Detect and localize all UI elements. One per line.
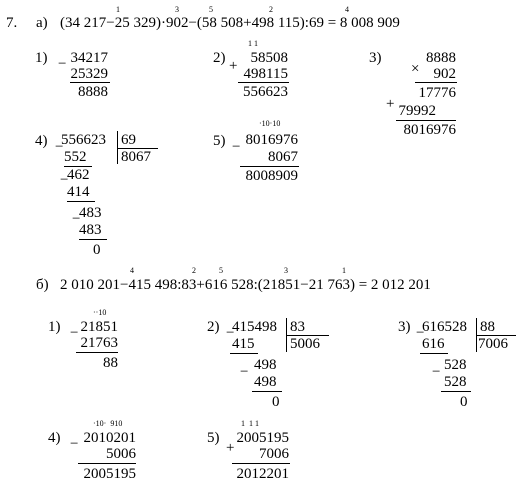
result: 2012201	[236, 466, 289, 482]
remainder-line: 483	[79, 205, 102, 221]
part-a-expression: (34 217−25 329)·902−(58 508+498 115):69 = 8 008 909	[60, 15, 400, 31]
order-mark: 4	[130, 266, 134, 275]
order-mark: 2	[192, 266, 196, 275]
op-sign: −	[416, 325, 425, 341]
operand-b: 902	[433, 66, 456, 82]
remainder-final: 0	[93, 242, 101, 258]
step-label: 3)	[398, 319, 411, 335]
order-mark: 2	[269, 5, 273, 14]
part-b-label: б)	[36, 277, 49, 293]
division-line	[252, 391, 282, 392]
divisor: 88	[480, 319, 495, 335]
result-line	[232, 463, 290, 464]
result: 556623	[243, 84, 288, 100]
quotient: 8067	[121, 149, 151, 165]
result-line	[240, 166, 299, 167]
result-line	[238, 82, 289, 83]
order-mark: 1	[342, 266, 346, 275]
result-line	[76, 352, 118, 353]
op-sign: −	[70, 325, 79, 341]
operand-b: 5006	[106, 446, 136, 462]
op-sign: −	[55, 139, 64, 155]
result: 8016976	[403, 122, 456, 138]
op-sign: −	[72, 211, 81, 227]
divisor: 83	[290, 319, 305, 335]
dividend: 556623	[61, 132, 106, 148]
operand-b: 25329	[70, 66, 108, 82]
order-mark: 1	[116, 5, 120, 14]
dividend: 415498	[232, 319, 277, 335]
order-mark: 5	[209, 5, 213, 14]
operand-a: 8016976	[245, 132, 298, 148]
operand-a: 8888	[426, 50, 456, 66]
result-line	[78, 463, 136, 464]
op-sign: −	[240, 364, 249, 380]
partial-line	[415, 82, 457, 83]
step-label: 4)	[48, 430, 61, 446]
step-label: 2)	[213, 50, 226, 66]
division-line	[420, 353, 448, 354]
partial-1: 17776	[418, 85, 456, 101]
partial-2: 79992	[398, 103, 436, 119]
result: 2005195	[83, 466, 136, 482]
order-mark: 4	[345, 5, 349, 14]
division-line	[79, 239, 107, 240]
step-label: 3)	[369, 50, 382, 66]
division-line	[230, 353, 258, 354]
step-label: 1)	[35, 50, 48, 66]
remainder-line: 498	[254, 357, 277, 373]
op-sign: −	[226, 325, 235, 341]
carry-digits: 1 1 1	[241, 419, 259, 428]
operand-b: 21763	[80, 335, 118, 351]
borrow-marks: ·10·10	[259, 119, 281, 128]
subtrahend: 414	[67, 184, 90, 200]
division-line	[441, 391, 471, 392]
order-mark: 3	[175, 5, 179, 14]
op-sign: +	[226, 440, 235, 456]
order-mark: 5	[219, 266, 223, 275]
subtrahend: 415	[232, 336, 255, 352]
operand-a: 2005195	[236, 430, 289, 446]
result: 88	[103, 355, 118, 371]
op-sign: −	[58, 56, 67, 72]
remainder-final: 0	[460, 394, 468, 410]
dividend: 616528	[422, 319, 467, 335]
remainder-line: 528	[444, 357, 467, 373]
op-sign: −	[432, 364, 441, 380]
part-b-expression: 2 010 201−415 498:83+616 528:(21851−21 763) = 2 012 201	[60, 277, 431, 293]
problem-number: 7.	[6, 15, 18, 31]
remainder-line: 462	[67, 167, 90, 183]
operand-b: 498115	[243, 66, 288, 82]
step-label: 4)	[35, 133, 48, 149]
op-sign: ×	[411, 61, 420, 77]
op-sign: −	[60, 172, 69, 188]
result-line	[70, 82, 110, 83]
subtrahend: 616	[422, 336, 445, 352]
op-sign: −	[232, 139, 241, 155]
result-line	[396, 120, 456, 121]
result: 8888	[78, 84, 108, 100]
part-a-label: а)	[36, 15, 48, 31]
operand-a: 34217	[70, 50, 108, 66]
order-mark: 3	[284, 266, 288, 275]
operand-b: 8067	[268, 149, 298, 165]
step-label: 5)	[207, 430, 220, 446]
divisor: 69	[121, 132, 136, 148]
operand-b: 7006	[259, 446, 289, 462]
subtrahend: 528	[444, 374, 467, 390]
remainder-final: 0	[272, 394, 280, 410]
subtrahend: 498	[254, 374, 277, 390]
quotient: 7006	[478, 336, 508, 352]
subtrahend: 483	[79, 222, 102, 238]
step-label: 1)	[48, 319, 61, 335]
carry-digits: 1 1	[248, 39, 258, 48]
operand-a: 58508	[250, 50, 288, 66]
subtrahend: 552	[64, 149, 87, 165]
division-line	[67, 201, 95, 202]
op-sign: +	[229, 58, 238, 74]
borrow-marks: ·10· 910	[93, 419, 123, 428]
op-sign: −	[70, 436, 79, 452]
result: 8008909	[245, 168, 298, 184]
plus-sign: +	[386, 96, 395, 112]
operand-a: 2010201	[83, 430, 136, 446]
borrow-marks: ··10	[93, 308, 107, 317]
step-label: 5)	[213, 133, 226, 149]
quotient: 5006	[290, 336, 320, 352]
step-label: 2)	[207, 319, 220, 335]
operand-a: 21851	[80, 319, 118, 335]
